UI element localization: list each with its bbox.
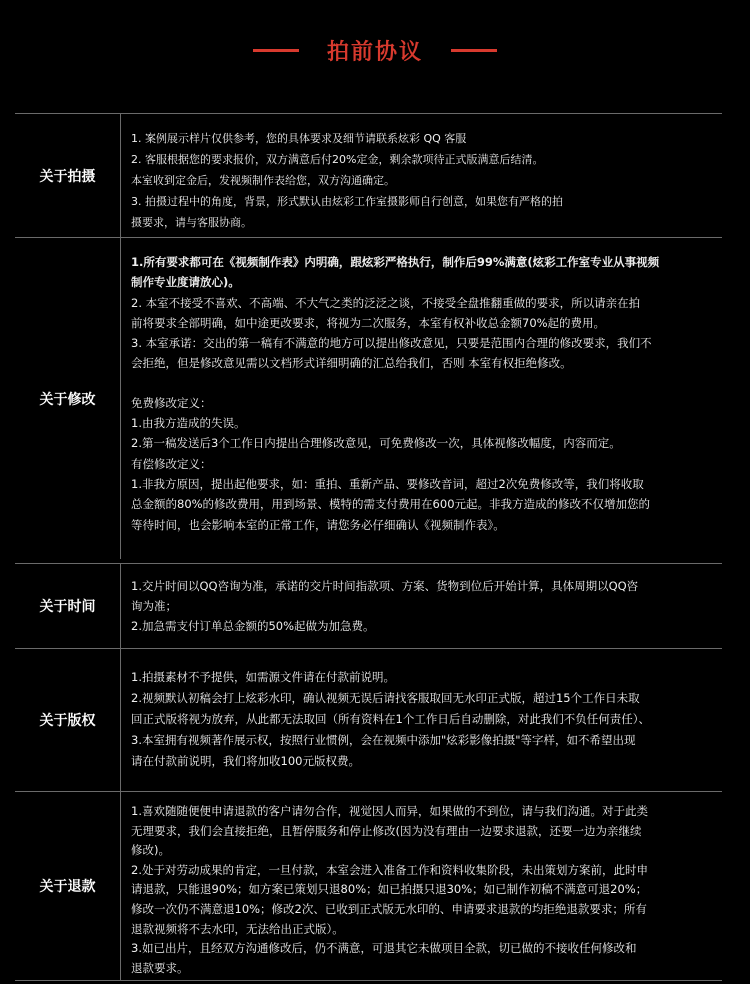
- content-line: 有偿修改定义：: [131, 456, 212, 471]
- section-modification: [15, 237, 722, 559]
- content-line: 回正式版将视为放弃，从此都无法取回（所有资料在1个工作日后自动删除，对此我们不负任何责任）、: [131, 712, 651, 726]
- content-line: 退款要求。: [131, 960, 189, 975]
- content-line: 总金额的80%的修改费用，用到场景、模特的需支付费用在600元起。非我方造成的修改不仅增加您的: [131, 497, 651, 512]
- section-shooting: [15, 113, 722, 237]
- content-line: 询为准；: [131, 599, 177, 613]
- content-line: 请退款，只能退90%；如方案已策划只退80%；如已拍摄只退30%；如已制作初稿不满意可退20%；: [131, 882, 648, 897]
- content-line: 摄要求，请与客服协商。: [131, 216, 252, 229]
- section-content: [121, 564, 722, 648]
- content-line: 1. 案例展示样片仅供参考，您的具体要求及细节请联系炫彩 QQ 客服: [131, 132, 467, 145]
- content-line: 1.交片时间以QQ咨询为准，承诺的交片时间指款项、方案、货物到位后开始计算，具体周期以QQ咨: [131, 579, 639, 593]
- section-content: [121, 114, 722, 237]
- page-title: 拍前协议: [326, 39, 423, 65]
- content-line: 修改一次仍不满意退10%；修改2次、已收到正式版无水印的、申请要求退款的均拒绝退款要求；所有: [131, 901, 647, 916]
- content-line: 1.由我方造成的失误。: [131, 416, 246, 431]
- content-line: 等待时间，也会影响本室的正常工作，请您务必仔细确认《视频制作表》。: [131, 517, 505, 532]
- content-line: 1.喜欢随随便便申请退款的客户请勿合作，视觉因人而异，如果做的不到位，请与我们沟通。对于此类: [131, 804, 648, 818]
- content-line: 请在付款前说明，我们将加收100元版权费。: [131, 754, 360, 768]
- section-copyright: [15, 648, 722, 791]
- content-line: 2.第一稿发送后3个工作日内提出合理修改意见，可免费修改一次，具体视修改幅度，内容而定。: [131, 436, 621, 451]
- title-left-rule: [253, 49, 299, 52]
- content-line: 无理要求，我们会直接拒绝，且暂停服务和停止修改(因为没有理由一边要求退款，还要一边为亲继续: [131, 823, 642, 838]
- section-label: 关于时间: [15, 564, 121, 648]
- content-line: 1.拍摄素材不予提供，如需源文件请在付款前说明。: [131, 670, 395, 684]
- content-line: 2.视频默认初稿会打上炫彩水印，确认视频无误后请找客服取回无水印正式版，超过15个工作日未取: [131, 691, 640, 705]
- content-line: 修改)。: [131, 843, 170, 858]
- section-time: [15, 563, 722, 648]
- content-line: 免费修改定义：: [131, 395, 212, 410]
- content-line: 前将要求全部明确，如中途更改要求，将视为二次服务，本室有权补收总金额70%起的费用。: [131, 315, 606, 330]
- section-content: [121, 649, 722, 791]
- content-line: 2.加急需支付订单总金额的50%起做为加急费。: [131, 619, 375, 633]
- section-label: 关于拍摄: [15, 114, 121, 237]
- content-line: 3.本室拥有视频著作展示权，按照行业惯例，会在视频中添加"炫彩影像拍摄"等字样，如不希望出现: [131, 733, 636, 747]
- content-line: 3. 拍摄过程中的角度，背景，形式默认由炫彩工作室摄影师自行创意，如果您有严格的拍: [131, 195, 563, 208]
- content-line: 退款视频将不去水印，无法给出正式版）。: [131, 921, 344, 936]
- content-line: 会拒绝，但是修改意见需以文档形式详细明确的汇总给我们，否则 本室有权拒绝修改。: [131, 356, 572, 371]
- section-label: 关于退款: [15, 792, 121, 980]
- spacer: [131, 374, 714, 393]
- content-line: 2. 本室不接受不喜欢、不高端、不大气之类的泛泛之谈，不接受全盘推翻重做的要求，所以请亲在拍: [131, 295, 641, 310]
- title-right-rule: [451, 49, 497, 52]
- content-line: 3.如已出片，且经双方沟通修改后，仍不满意，可退其它未做项目全款，切已做的不接收任何修改和: [131, 941, 637, 956]
- content-line: 2. 客服根据您的要求报价，双方满意后付20%定金，剩余款项待正式版满意后结清。: [131, 153, 544, 166]
- content-line: 制作专业度请放心)。: [131, 275, 240, 290]
- page-header: [0, 0, 750, 100]
- agreement-table: [15, 113, 722, 981]
- section-content: [121, 238, 722, 559]
- section-refund: [15, 791, 722, 981]
- content-line: 1.非我方原因，提出起他要求，如：重拍、重新产品、要修改音词，超过2次免费修改等，我们将收取: [131, 476, 644, 491]
- section-label: 关于修改: [15, 238, 121, 559]
- section-label: 关于版权: [15, 649, 121, 791]
- content-line: 2.处于对劳动成果的肯定，一旦付款，本室会进入准备工作和资料收集阶段，未出策划方案前，此时申: [131, 862, 648, 877]
- content-line: 1.所有要求都可在《视频制作表》内明确，跟炫彩严格执行，制作后99%满意(炫彩工作室专业从事视频: [131, 255, 660, 269]
- content-line: 3. 本室承诺：交出的第一稿有不满意的地方可以提出修改意见，只要是范围内合理的修改要求，我们不: [131, 336, 652, 351]
- content-line: 本室收到定金后，发视频制作表给您，双方沟通确定。: [131, 174, 395, 187]
- section-content: [121, 792, 722, 980]
